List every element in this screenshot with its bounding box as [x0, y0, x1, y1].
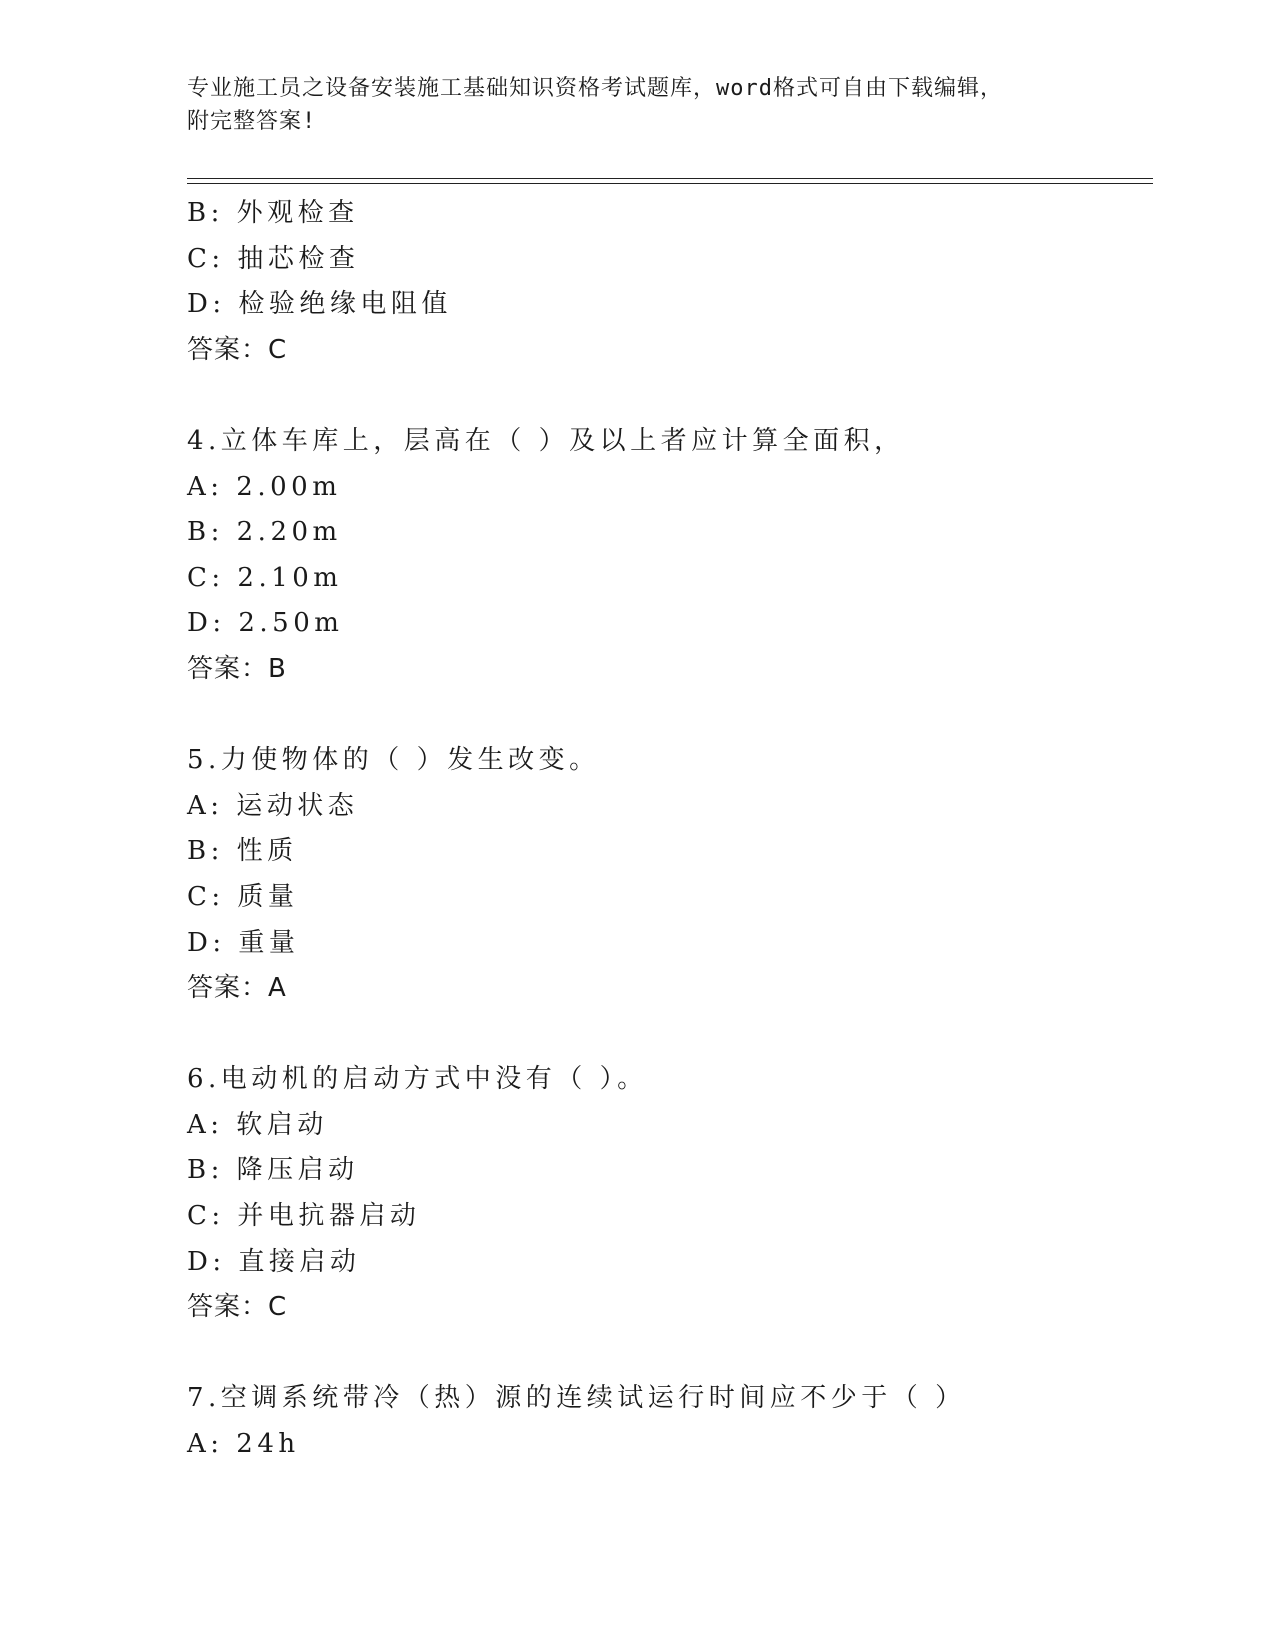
q7-question: 7.空调系统带冷（热）源的连续试运行时间应不少于（ ） [187, 1383, 966, 1414]
q5-answer: 答案：A [187, 973, 287, 1004]
q5-option-d: D: 重量 [187, 927, 300, 958]
q4-option-b: B: 2.20m [187, 517, 342, 548]
header-divider-bottom [187, 183, 1153, 184]
q5-question: 5.力使物体的（ ）发生改变。 [187, 745, 600, 776]
header-title-line-1: 专业施工员之设备安装施工基础知识资格考试题库，word格式可自由下载编辑， [187, 76, 1003, 101]
spacer [187, 1012, 1153, 1058]
spacer [187, 693, 1153, 739]
q4-answer: 答案：B [187, 653, 287, 684]
q4-option-d: D: 2.50m [187, 608, 344, 639]
q6-option-a: A: 软启动 [187, 1109, 328, 1140]
q6-question: 6.电动机的启动方式中没有（ ）。 [187, 1064, 648, 1095]
q5-option-c: C: 质量 [187, 881, 299, 912]
q6-answer: 答案：C [187, 1292, 288, 1323]
spacer [187, 373, 1153, 419]
document-header [187, 72, 1067, 138]
q5-option-b: B: 性质 [187, 836, 298, 867]
spacer [187, 1331, 1153, 1377]
q3-option-b: B: 外观检查 [187, 198, 359, 228]
question-list [187, 191, 1153, 1468]
q6-option-d: D: 直接启动 [187, 1246, 361, 1277]
q6-option-b: B: 降压启动 [187, 1155, 359, 1186]
q3-option-c: C: 抽芯检查 [187, 243, 360, 274]
header-title-line-2: 附完整答案! [187, 109, 317, 134]
q7-option-a: A: 24h [187, 1429, 300, 1460]
header-divider-top [187, 178, 1153, 179]
q6-option-c: C: 并电抗器启动 [187, 1201, 421, 1232]
q3-answer: 答案：C [187, 334, 288, 365]
q5-option-a: A: 运动状态 [187, 790, 359, 821]
q3-option-d: D: 检验绝缘电阻值 [187, 289, 452, 320]
q4-option-a: A: 2.00m [187, 471, 342, 502]
q4-question: 4.立体车库上，层高在（ ）及以上者应计算全面积， [187, 425, 905, 456]
q4-option-c: C: 2.10m [187, 562, 343, 593]
